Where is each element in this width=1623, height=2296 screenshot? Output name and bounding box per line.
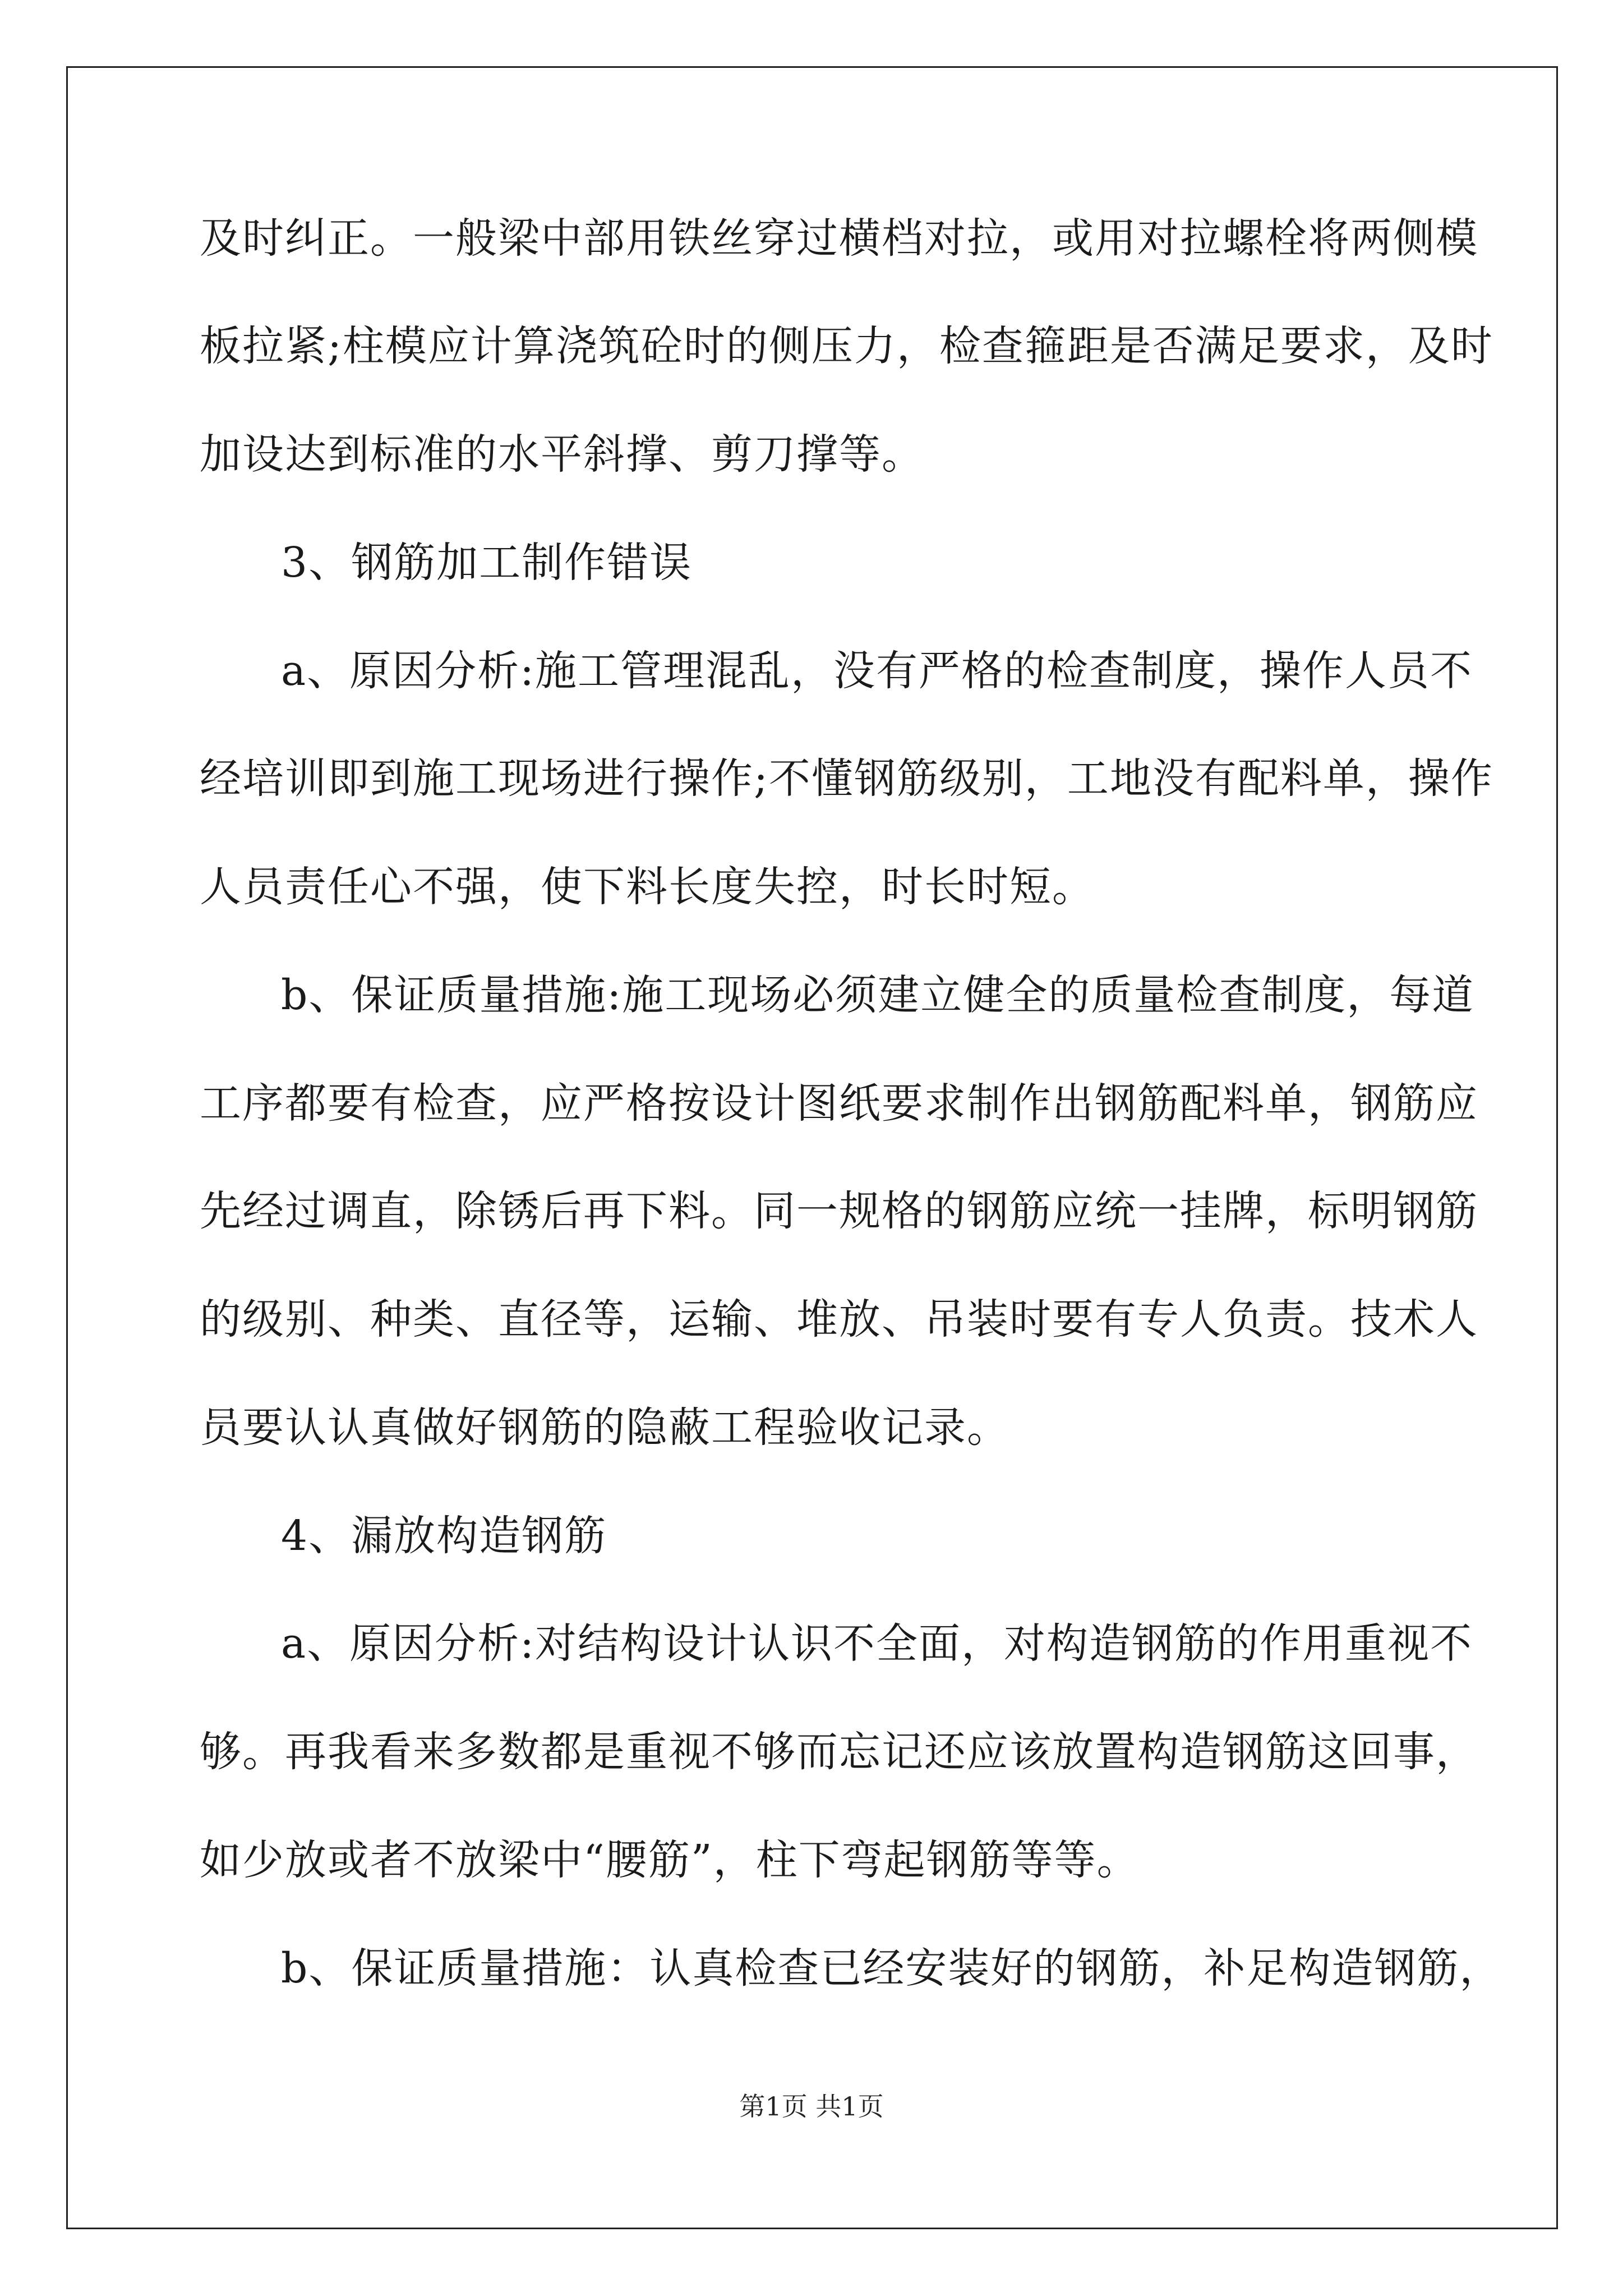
section-heading: 3、钢筋加工制作错误 (281, 539, 693, 587)
text-line: 及时纠正。一般梁中部用铁丝穿过横档对拉，或用对拉螺栓将两侧模 (200, 214, 1478, 263)
text-line: 板拉紧;柱模应计算浇筑砼时的侧压力，检查箍距是否满足要求，及时 (200, 322, 1493, 370)
text-line: 的级别、种类、直径等，运输、堆放、吊装时要有专人负责。技术人 (200, 1295, 1478, 1343)
text-line: b、保证质量措施:施工现场必须建立健全的质量检查制度，每道 (281, 971, 1475, 1019)
text-line: 够。再我看来多数都是重视不够而忘记还应该放置构造钢筋这回事， (200, 1728, 1478, 1776)
text-line: 员要认认真做好钢筋的隐蔽工程验收记录。 (200, 1404, 1009, 1452)
page-footer: 第1页 共1页 (739, 2091, 884, 2122)
text-line: 如少放或者不放梁中“腰筋”，柱下弯起钢筋等等。 (200, 1836, 1140, 1884)
text-line: 工序都要有检查，应严格按设计图纸要求制作出钢筋配料单，钢筋应 (200, 1079, 1478, 1128)
text-line: 加设达到标准的水平斜撑、剪刀撑等。 (200, 430, 924, 478)
text-line: a、原因分析:对结构设计认识不全面，对构造钢筋的作用重视不 (281, 1619, 1473, 1668)
text-line: a、原因分析:施工管理混乱，没有严格的检查制度，操作人员不 (281, 647, 1473, 695)
text-line: b、保证质量措施：认真检查已经安装好的钢筋，补足构造钢筋， (281, 1944, 1502, 1993)
section-heading: 4、漏放构造钢筋 (281, 1512, 607, 1560)
text-line: 先经过调直，除锈后再下料。同一规格的钢筋应统一挂牌，标明钢筋 (200, 1187, 1478, 1235)
text-line: 经培训即到施工现场进行操作;不懂钢筋级别，工地没有配料单，操作 (200, 754, 1493, 803)
page-border (66, 66, 1558, 2229)
text-line: 人员责任心不强，使下料长度失控，时长时短。 (200, 863, 1095, 911)
